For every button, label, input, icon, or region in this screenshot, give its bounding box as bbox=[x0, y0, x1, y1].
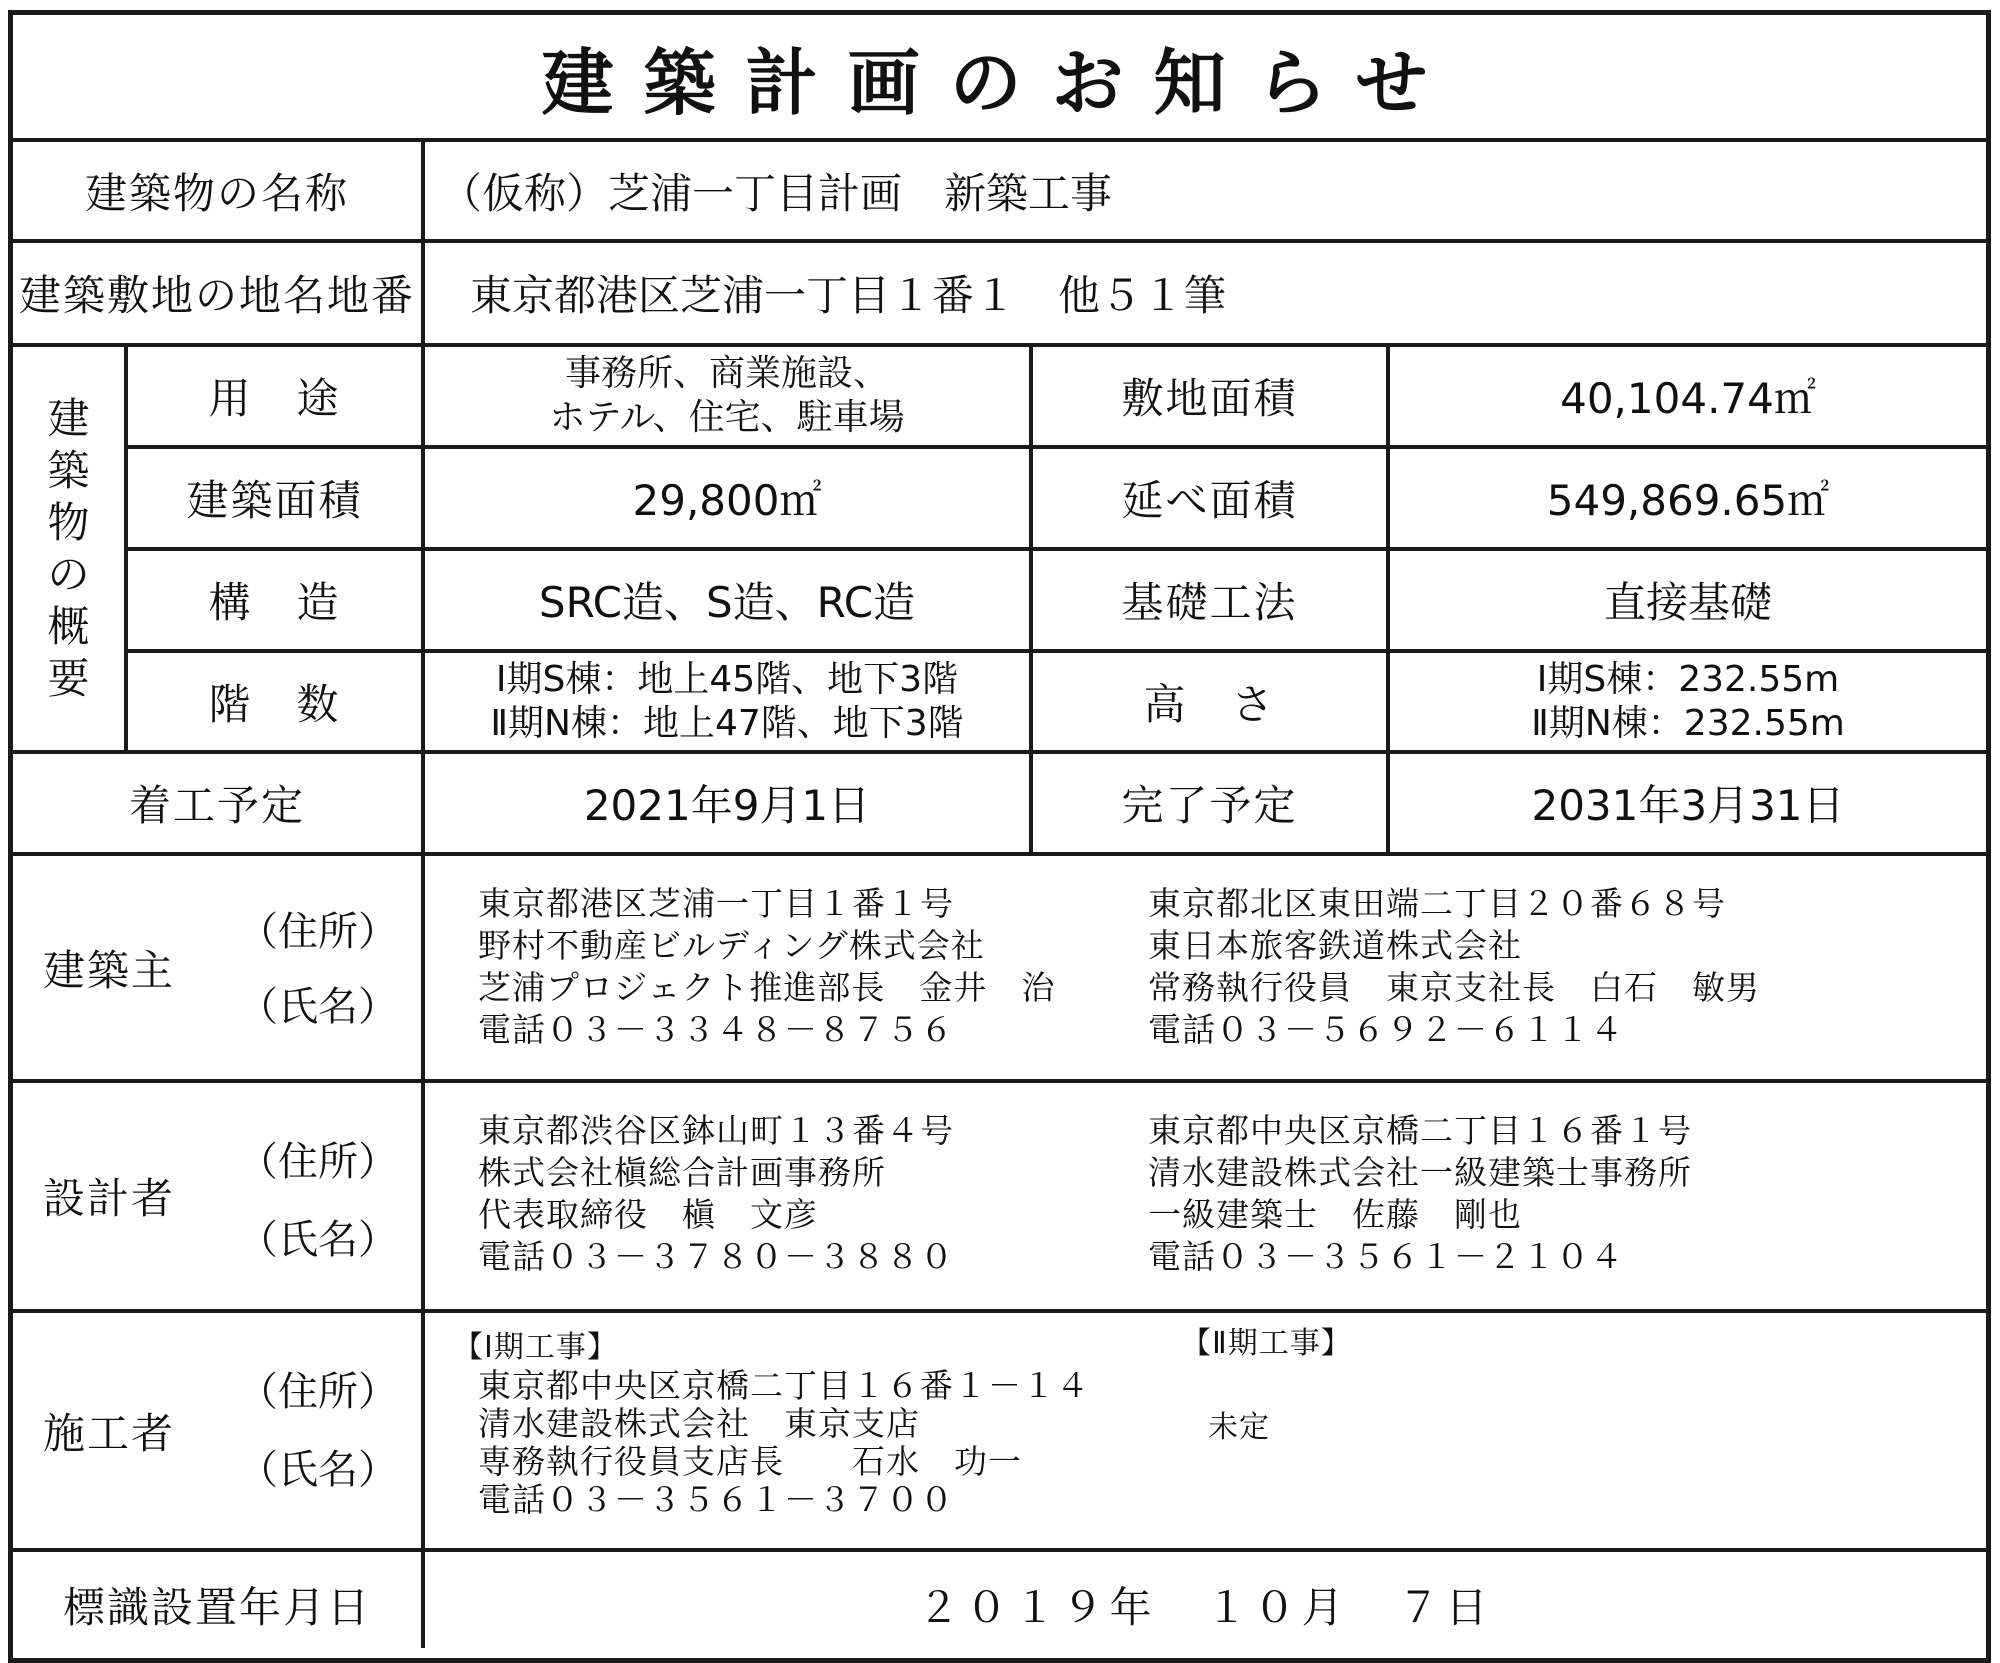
building-name-value: （仮称）芝浦一丁目計画 新築工事 bbox=[440, 168, 1113, 218]
height-value: Ⅰ期S棟：232.55m Ⅱ期N棟：232.55m bbox=[1531, 658, 1845, 744]
designer-address-sublabel: （住所） bbox=[238, 1139, 398, 1185]
site-address-label: 建築敷地の地名地番 bbox=[18, 271, 415, 320]
building-area-label: 建築面積 bbox=[186, 476, 363, 525]
start-date-value: 2021年9月1日 bbox=[583, 781, 871, 830]
foundation-label: 基礎工法 bbox=[1121, 578, 1298, 627]
designer-name-sublabel: （氏名） bbox=[238, 1217, 398, 1263]
site-area-value: 40,104.74㎡ bbox=[1560, 374, 1816, 423]
structure-value: SRC造、S造、RC造 bbox=[538, 578, 916, 627]
site-address-value: 東京都港区芝浦一丁目１番１ 他５１筆 bbox=[470, 271, 1227, 320]
notice-sign bbox=[8, 10, 1991, 1663]
use-value: 事務所、商業施設、 ホテル、住宅、駐車場 bbox=[549, 353, 905, 438]
contractor-phase1-heading: 【Ⅰ期工事】 bbox=[453, 1330, 618, 1365]
building-area-value: 29,800㎡ bbox=[632, 476, 822, 525]
height-label: 高 さ bbox=[1143, 679, 1276, 729]
designer-left: 東京都渋谷区鉢山町１３番４号 株式会社槇総合計画事務所 代表取締役 槇 文彦 電話０３－３７８０－３８８０ bbox=[478, 1111, 954, 1276]
total-floor-area-label: 延べ面積 bbox=[1121, 476, 1298, 525]
total-floor-area-value: 549,869.65㎡ bbox=[1546, 476, 1830, 525]
end-date-label: 完了予定 bbox=[1121, 781, 1298, 830]
contractor-name-sublabel: （氏名） bbox=[238, 1447, 398, 1493]
contractor-phase1: 東京都中央区京橋二丁目１６番１－１４ 清水建設株式会社 東京支店 専務執行役員支店長 石水 功一 電話０３－３５６１－３７００ bbox=[478, 1366, 1090, 1519]
foundation-value: 直接基礎 bbox=[1603, 578, 1772, 627]
start-date-label: 着工予定 bbox=[128, 781, 305, 830]
owner-label: 建築主 bbox=[43, 945, 176, 995]
floors-label: 階 数 bbox=[208, 679, 341, 729]
posting-date-value: ２０１９年 １０月 ７日 bbox=[917, 1583, 1494, 1632]
floors-value: Ⅰ期S棟：地上45階、地下3階 Ⅱ期N棟：地上47階、地下3階 bbox=[490, 658, 964, 744]
owner-left: 東京都港区芝浦一丁目１番１号 野村不動産ビルディング株式会社 芝浦プロジェクト推進部長 金井 治 電話０３－３３４８－８７５６ bbox=[478, 884, 1056, 1049]
contractor-phase2-value: 未定 bbox=[1208, 1410, 1270, 1445]
designer-right: 東京都中央区京橋二丁目１６番１号 清水建設株式会社一級建築士事務所 一級建築士 佐藤 剛也 電話０３－３５６１－２１０４ bbox=[1148, 1111, 1692, 1276]
building-name-label: 建築物の名称 bbox=[84, 168, 349, 218]
contractor-address-sublabel: （住所） bbox=[238, 1369, 398, 1415]
page-title: 建築計画のお知らせ bbox=[541, 40, 1458, 125]
use-label: 用 途 bbox=[208, 374, 341, 423]
owner-right: 東京都北区東田端二丁目２０番６８号 東日本旅客鉄道株式会社 常務執行役員 東京支社長 白石 敏男 電話０３－５６９２－６１１４ bbox=[1148, 884, 1760, 1049]
contractor-label: 施工者 bbox=[43, 1408, 176, 1458]
owner-name-sublabel: （氏名） bbox=[238, 984, 398, 1030]
posting-date-label: 標識設置年月日 bbox=[62, 1583, 371, 1632]
overview-group-label: 建 築 物 の 概 要 bbox=[47, 393, 90, 703]
end-date-value: 2031年3月31日 bbox=[1531, 781, 1845, 830]
contractor-phase2-heading: 【Ⅱ期工事】 bbox=[1181, 1326, 1352, 1361]
owner-address-sublabel: （住所） bbox=[238, 909, 398, 955]
structure-label: 構 造 bbox=[208, 578, 341, 627]
designer-label: 設計者 bbox=[43, 1174, 176, 1223]
site-area-label: 敷地面積 bbox=[1121, 374, 1298, 423]
